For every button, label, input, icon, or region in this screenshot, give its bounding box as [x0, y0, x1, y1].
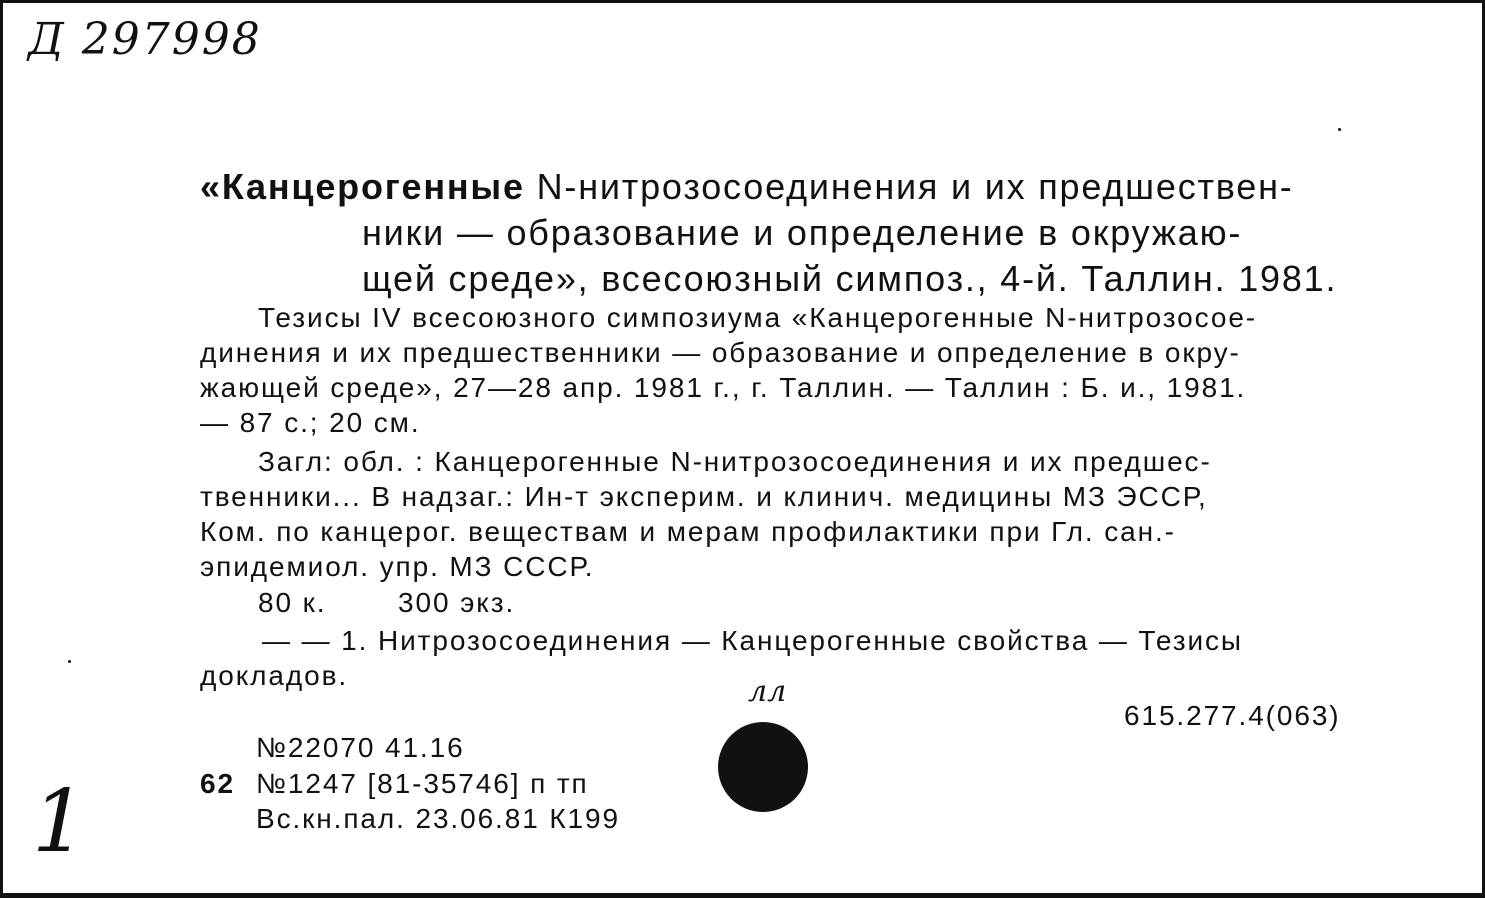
speck [1338, 128, 1341, 131]
speck [68, 660, 71, 663]
price: 80 к. [258, 587, 327, 618]
heading-title-rest: N-нитрозосоединения и их предшествен- [536, 166, 1294, 207]
description-line: Тезисы IV всесоюзного симпозиума «Канцерогенные N-нитрозосое- [258, 302, 1258, 333]
note-line: Загл: обл. : Канцерогенные N-нитрозосоединения и их предшес- [258, 446, 1212, 477]
order-line: №22070 41.16 [256, 732, 465, 763]
note-line: твенники... В надзаг.: Ин-т эксперим. и клинич. медицины МЗ ЭССР, [200, 481, 1208, 512]
udc-code: 615.277.4(063) [1124, 700, 1341, 731]
inventory-number: Д 297998 [28, 14, 262, 65]
chamber-line: Вс.кн.пал. 23.06.81 К199 [256, 803, 620, 834]
subject-line: — — 1. Нитрозосоединения — Канцерогенные свойства — Тезисы [262, 625, 1243, 656]
description-line: динения и их предшественники — образование и определение в окру- [200, 337, 1241, 368]
heading-line-2: ники — образование и определение в окружаю- [362, 212, 1243, 253]
description-line: — 87 с.; 20 см. [200, 407, 421, 438]
record-line: №1247 [81-35746] п тп [256, 768, 589, 799]
heading-line-1 [200, 166, 1294, 208]
note-line: эпидемиол. упр. МЗ СССР. [200, 551, 595, 582]
handwritten-number: 1 [32, 772, 87, 872]
number-prefix: 62 [200, 768, 235, 799]
handwritten-mark: лл [748, 674, 787, 709]
description-line: жающей среде», 27—28 апр. 1981 г., г. Таллин. — Таллин : Б. и., 1981. [200, 372, 1247, 403]
subject-line: докладов. [200, 660, 349, 691]
copies: 300 экз. [398, 587, 516, 618]
heading-line-3: щей среде», всесоюзный симпоз., 4-й. Таллин. 1981. [362, 258, 1338, 299]
black-dot-stamp [718, 722, 808, 812]
note-line: Ком. по канцерог. веществам и мерам профилактики при Гл. сан.- [200, 516, 1176, 547]
heading-title-bold: «Канцерогенные [200, 166, 525, 207]
